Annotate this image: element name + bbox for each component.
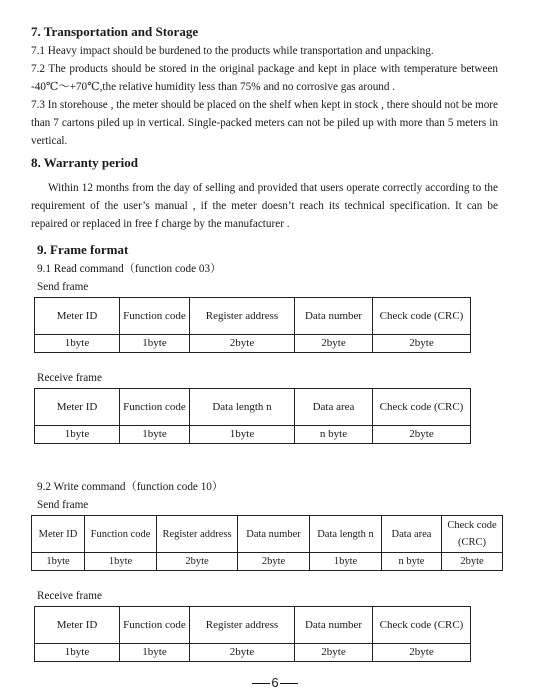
header-cell: Meter ID — [35, 298, 120, 335]
page-number — [0, 674, 550, 692]
header-cell: Function code — [120, 389, 190, 426]
value-cell: 1byte — [120, 335, 190, 353]
header-cell: Meter ID — [35, 389, 120, 426]
header-cell: Meter ID — [35, 607, 120, 644]
value-cell: 2byte — [238, 553, 310, 571]
table-header-row — [35, 389, 471, 426]
value-cell: 2byte — [442, 553, 503, 571]
header-cell: Data number — [295, 298, 373, 335]
page-number-dash-right — [280, 683, 298, 684]
header-cell: Check code (CRC) — [442, 516, 503, 553]
page-number-text: 6 — [271, 675, 279, 690]
header-cell: Data length n — [190, 389, 295, 426]
header-cell: Check code (CRC) — [373, 298, 471, 335]
header-cell: Check code (CRC) — [373, 389, 471, 426]
header-cell: Register address — [190, 298, 295, 335]
value-cell: n byte — [382, 553, 442, 571]
value-cell: 1byte — [190, 426, 295, 444]
read-receive-frame-label: Receive frame — [37, 372, 102, 384]
header-cell: Data area — [382, 516, 442, 553]
value-cell: 2byte — [157, 553, 238, 571]
header-cell: Data number — [295, 607, 373, 644]
value-cell: 2byte — [373, 335, 471, 353]
value-cell: 1byte — [32, 553, 85, 571]
table-header-row — [35, 298, 471, 335]
write-receive-frame-label: Receive frame — [37, 590, 102, 602]
table-header-row — [32, 516, 503, 553]
page-number-dash-left — [252, 683, 270, 684]
value-cell: 2byte — [190, 644, 295, 662]
value-cell: 1byte — [35, 335, 120, 353]
value-cell: 2byte — [295, 335, 373, 353]
header-cell: Function code — [85, 516, 157, 553]
read-receive-frame-table — [34, 388, 471, 444]
write-send-frame-table — [31, 515, 503, 571]
header-cell: Meter ID — [32, 516, 85, 553]
value-cell: 2byte — [190, 335, 295, 353]
header-cell: Data length n — [310, 516, 382, 553]
manual-page — [31, 22, 498, 662]
header-cell: Data area — [295, 389, 373, 426]
section8-title: 8. Warranty period — [31, 155, 139, 170]
value-cell: n byte — [295, 426, 373, 444]
header-cell: Function code — [120, 607, 190, 644]
read-send-frame-label: Send frame — [37, 281, 89, 293]
value-cell: 2byte — [295, 644, 373, 662]
value-cell: 1byte — [310, 553, 382, 571]
value-cell: 2byte — [373, 426, 471, 444]
value-cell: 2byte — [373, 644, 471, 662]
table-header-row — [35, 607, 471, 644]
read-send-frame-table — [34, 297, 471, 353]
value-cell: 1byte — [35, 426, 120, 444]
header-cell: Data number — [238, 516, 310, 553]
section7-paragraph-2: 7.2 The products should be stored in the original package and kept in place with temperature between -40℃～+70℃,the relative humidity less than 75% and no corrosive gas around . — [31, 63, 498, 93]
header-cell: Register address — [190, 607, 295, 644]
table-row — [32, 553, 503, 571]
section7-paragraph-1: 7.1 Heavy impact should be burdened to the products while transportation and unpacking. — [31, 45, 434, 57]
section8-paragraph: Within 12 months from the day of selling and provided that users operate correctly according to the requirement of the user’s manual , if the meter doesn’t reach its technical specification. It can be repaired or replaced in free f charge by the manufacturer . — [31, 182, 498, 230]
value-cell: 1byte — [120, 426, 190, 444]
value-cell: 1byte — [120, 644, 190, 662]
header-cell: Register address — [157, 516, 238, 553]
section7-paragraph-3: 7.3 In storehouse , the meter should be placed on the shelf when kept in stock , there should not be more than 7 cartons piled up in vertical. Single-packed meters can not be piled up with more than 5 meters in vertical. — [31, 99, 498, 147]
read-command-title: 9.1 Read command（function code 03） — [37, 263, 222, 275]
section9-title: 9. Frame format — [37, 242, 129, 257]
write-receive-frame-table — [34, 606, 471, 662]
section7-title: 7. Transportation and Storage — [31, 24, 199, 39]
header-cell: Check code (CRC) — [373, 607, 471, 644]
table-row — [35, 335, 471, 353]
table-row — [35, 644, 471, 662]
write-send-frame-label: Send frame — [37, 499, 89, 511]
header-cell: Function code — [120, 298, 190, 335]
value-cell: 1byte — [85, 553, 157, 571]
table-row — [35, 426, 471, 444]
value-cell: 1byte — [35, 644, 120, 662]
write-command-title: 9.2 Write command（function code 10） — [37, 481, 224, 493]
